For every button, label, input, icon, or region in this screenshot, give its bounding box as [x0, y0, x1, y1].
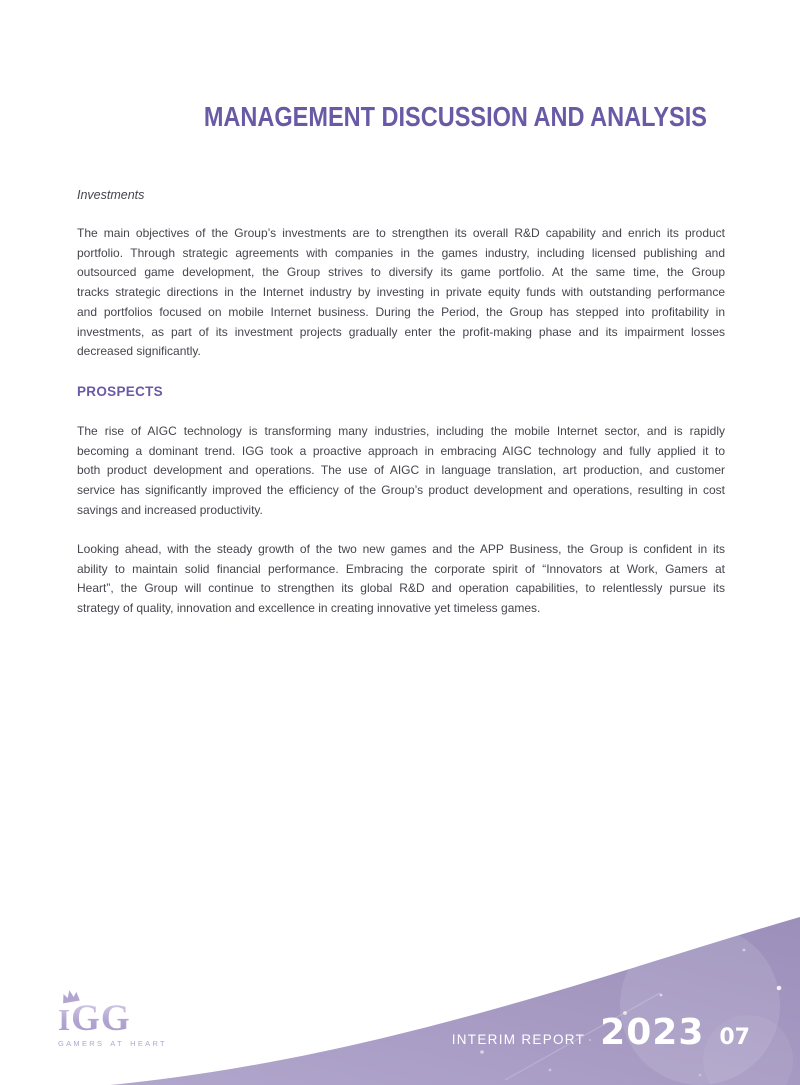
prospects-paragraph-2	[77, 540, 725, 619]
paragraph-line: both product development and operations. The use of AIGC in language translation, art production, and customer	[77, 463, 725, 478]
investments-paragraph	[77, 224, 725, 362]
paragraph-line: savings and increased productivity.	[77, 502, 263, 517]
paragraph-line: outsourced game development, the Group strives to diversify its game portfolio. At the same time, the Group	[77, 265, 725, 280]
report-year: 2023	[600, 1012, 705, 1053]
paragraph-line: portfolio. Through strategic agreements with companies in the games industry, including licensed publishing and	[77, 245, 725, 260]
footer-report-line	[452, 1012, 750, 1053]
logo-wordmark	[58, 1000, 131, 1037]
logo-tagline: GAMERS AT HEART	[58, 1039, 167, 1048]
page-title: MANAGEMENT DISCUSSION AND ANALYSIS	[203, 101, 707, 132]
page-number: 07	[719, 1025, 750, 1050]
paragraph-line: decreased significantly.	[77, 344, 201, 359]
paragraph-line: becoming a dominant trend. IGG took a proactive approach in embracing AIGC technology and fully applied it to	[77, 443, 725, 458]
paragraph-line: The rise of AIGC technology is transforming many industries, including the mobile Internet sector, and is rapidly	[77, 424, 725, 438]
logo-letter-i: I	[58, 1002, 72, 1037]
paragraph-line: strategy of quality, innovation and excellence in creating innovative yet timeless games.	[77, 601, 541, 616]
prospects-paragraph-1	[77, 422, 725, 521]
paragraph-line: Looking ahead, with the steady growth of the two new games and the APP Business, the Group is confident in its	[77, 542, 725, 556]
paragraph-line: investments, as part of its investment projects gradually enter the profit-making phase and its impairment losses	[77, 324, 725, 339]
igg-logo	[58, 991, 178, 1048]
prospects-heading: PROSPECTS	[77, 384, 163, 399]
paragraph-line: service has significantly improved the efficiency of the Group’s product development and operations, resulting in cost	[77, 483, 725, 498]
investments-subheading: Investments	[77, 188, 145, 202]
paragraph-line: The main objectives of the Group’s investments are to strengthen its overall R&D capability and enrich its product	[77, 226, 725, 240]
interim-report-label: INTERIM REPORT	[451, 1032, 586, 1047]
paragraph-line: ability to maintain solid financial performance. Embracing the corporate spirit of “Innovators at Work, Gamers at	[77, 561, 725, 576]
paragraph-line: and portfolios focused on mobile Internet business. During the Period, the Group has stepped into profitability in	[77, 304, 725, 319]
paragraph-line: Heart”, the Group will continue to strengthen its global R&D and operation capabilities, to relentlessly pursue its	[77, 581, 725, 596]
logo-letters-gg: GG	[71, 998, 131, 1039]
paragraph-line: tracks strategic directions in the Internet industry by investing in private equity funds with outstanding performance	[77, 285, 725, 300]
